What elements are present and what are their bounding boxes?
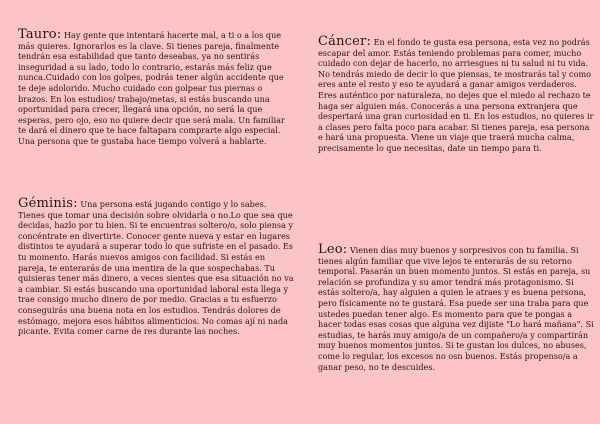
horoscope-entry-cancer xyxy=(318,34,594,154)
sign-heading: Géminis: xyxy=(18,196,78,211)
sign-heading: Cáncer: xyxy=(318,34,372,49)
horoscope-text: Una persona está jugando contigo y lo sabes. Tienes que tomar una decisión sobre olvidarla o no.Lo que sea que decidas, hazlo por tu bien. Si te encuentras soltero/o, solo piensa y concéntrate en divertirte. Conocer gente nueva y estar en lugares distintos te ayudará a superar todo lo que sufriste en el pasado. Es tu momento. Harás nuevos amigos con facilidad. Si estás en pareja, te enterarás de una mentira de la que sospechabas. Tu quisieras tener más dinero, a veces sientes que esa situación no va a cambiar. Si estás buscando una oportunidad laboral esta llega y trae consigo mucho dinero de por medio. Gracias a tu esfuerzo conseguirás una buena nota en los estudios. Tendrás dolores de estómago, mejora esos hábitos alimenticios. No comas ají ni nada picante. Evita comer carne de res durante las noches. xyxy=(18,199,294,337)
right-page xyxy=(300,0,600,424)
horoscope-text: En el fondo te gusta esa persona, esta vez no podrás escapar del amor. Estás teniendo problemas para comer, mucho cuidado con dejar de hacerlo, no arriesgues ni tu salud ni tu vida. No tendrás miedo de decir lo que piensas, te mostrarás tal y como eres ante el resto y eso te ayudará a ganar amigos verdaderos. Eres auténtico por naturaleza, no dejes que el miedo al rechazo te haga ser alguien más. Conocerás a una persona extranjera que despertará una gran curiosidad en ti. En los estudios, no quieres ir a clases pero falta poco para acabar. Si tienes pareja, esa persona e hará una propuesta. Viene un viaje que traerá mucha calma, precisamente lo que necesitas, date un tiempo para ti. xyxy=(318,37,594,153)
horoscope-text: Vienen días muy buenos y sorpresivos con tu familia. Si tienes algún familiar que vive lejos te enterarás de su retorno temporal. Pasarán un buen momento juntos. Si estás en pareja, su relación se profundiza y su amor tendrá más protagonismo. Si estás soltero/a, hay alguien a quien le atraes y es buena persona, pero físicamente no te gustará. Esa puede ser una traba para que ustedes puedan tener algo. Es momento para que te pongas a hacer todas esas cosas que alguna vez dijiste "Lo hará mañana". Si estudias, te harás muy amigo/a de un compañero/a y compartirán muy buenos momentos juntos. Si te gustan los dulces, no abuses, come lo regular, los excesos no osn buenos. Estás propenso/a a ganar peso, no te descuides. xyxy=(318,245,594,372)
horoscope-entry-leo xyxy=(318,242,594,372)
horoscope-entry-geminis xyxy=(18,196,294,337)
sign-heading: Tauro: xyxy=(18,27,62,42)
sign-heading: Leo: xyxy=(318,242,348,257)
horoscope-entry-tauro xyxy=(18,27,294,147)
horoscope-text: Hay gente que intentará hacerte mal, a ti o a los que más quieres. Ignorarlos es la clave. Si tienes pareja, finalmente tendrán esa estabilidad que tanto deseabas, ya no sentirás inseguridad a su lado, todo lo contrario, estarás más feliz que nunca.Cuidado con los golpes, podrás tener algún accidente que te deje adolorido. Mucho cuidado con golpear tus piernas o brazos. En los estudios/ trabajo/metas, si estás buscando una oportunidad para crecer, llegará una opción, no será la que esperas, pero ojo, eso no quiere decir que será mala. Un familiar te dará el dinero que te hace faltapara comprarte algo especial. Una persona que te gustaba hace tiempo volverá a hablarte. xyxy=(18,30,285,146)
